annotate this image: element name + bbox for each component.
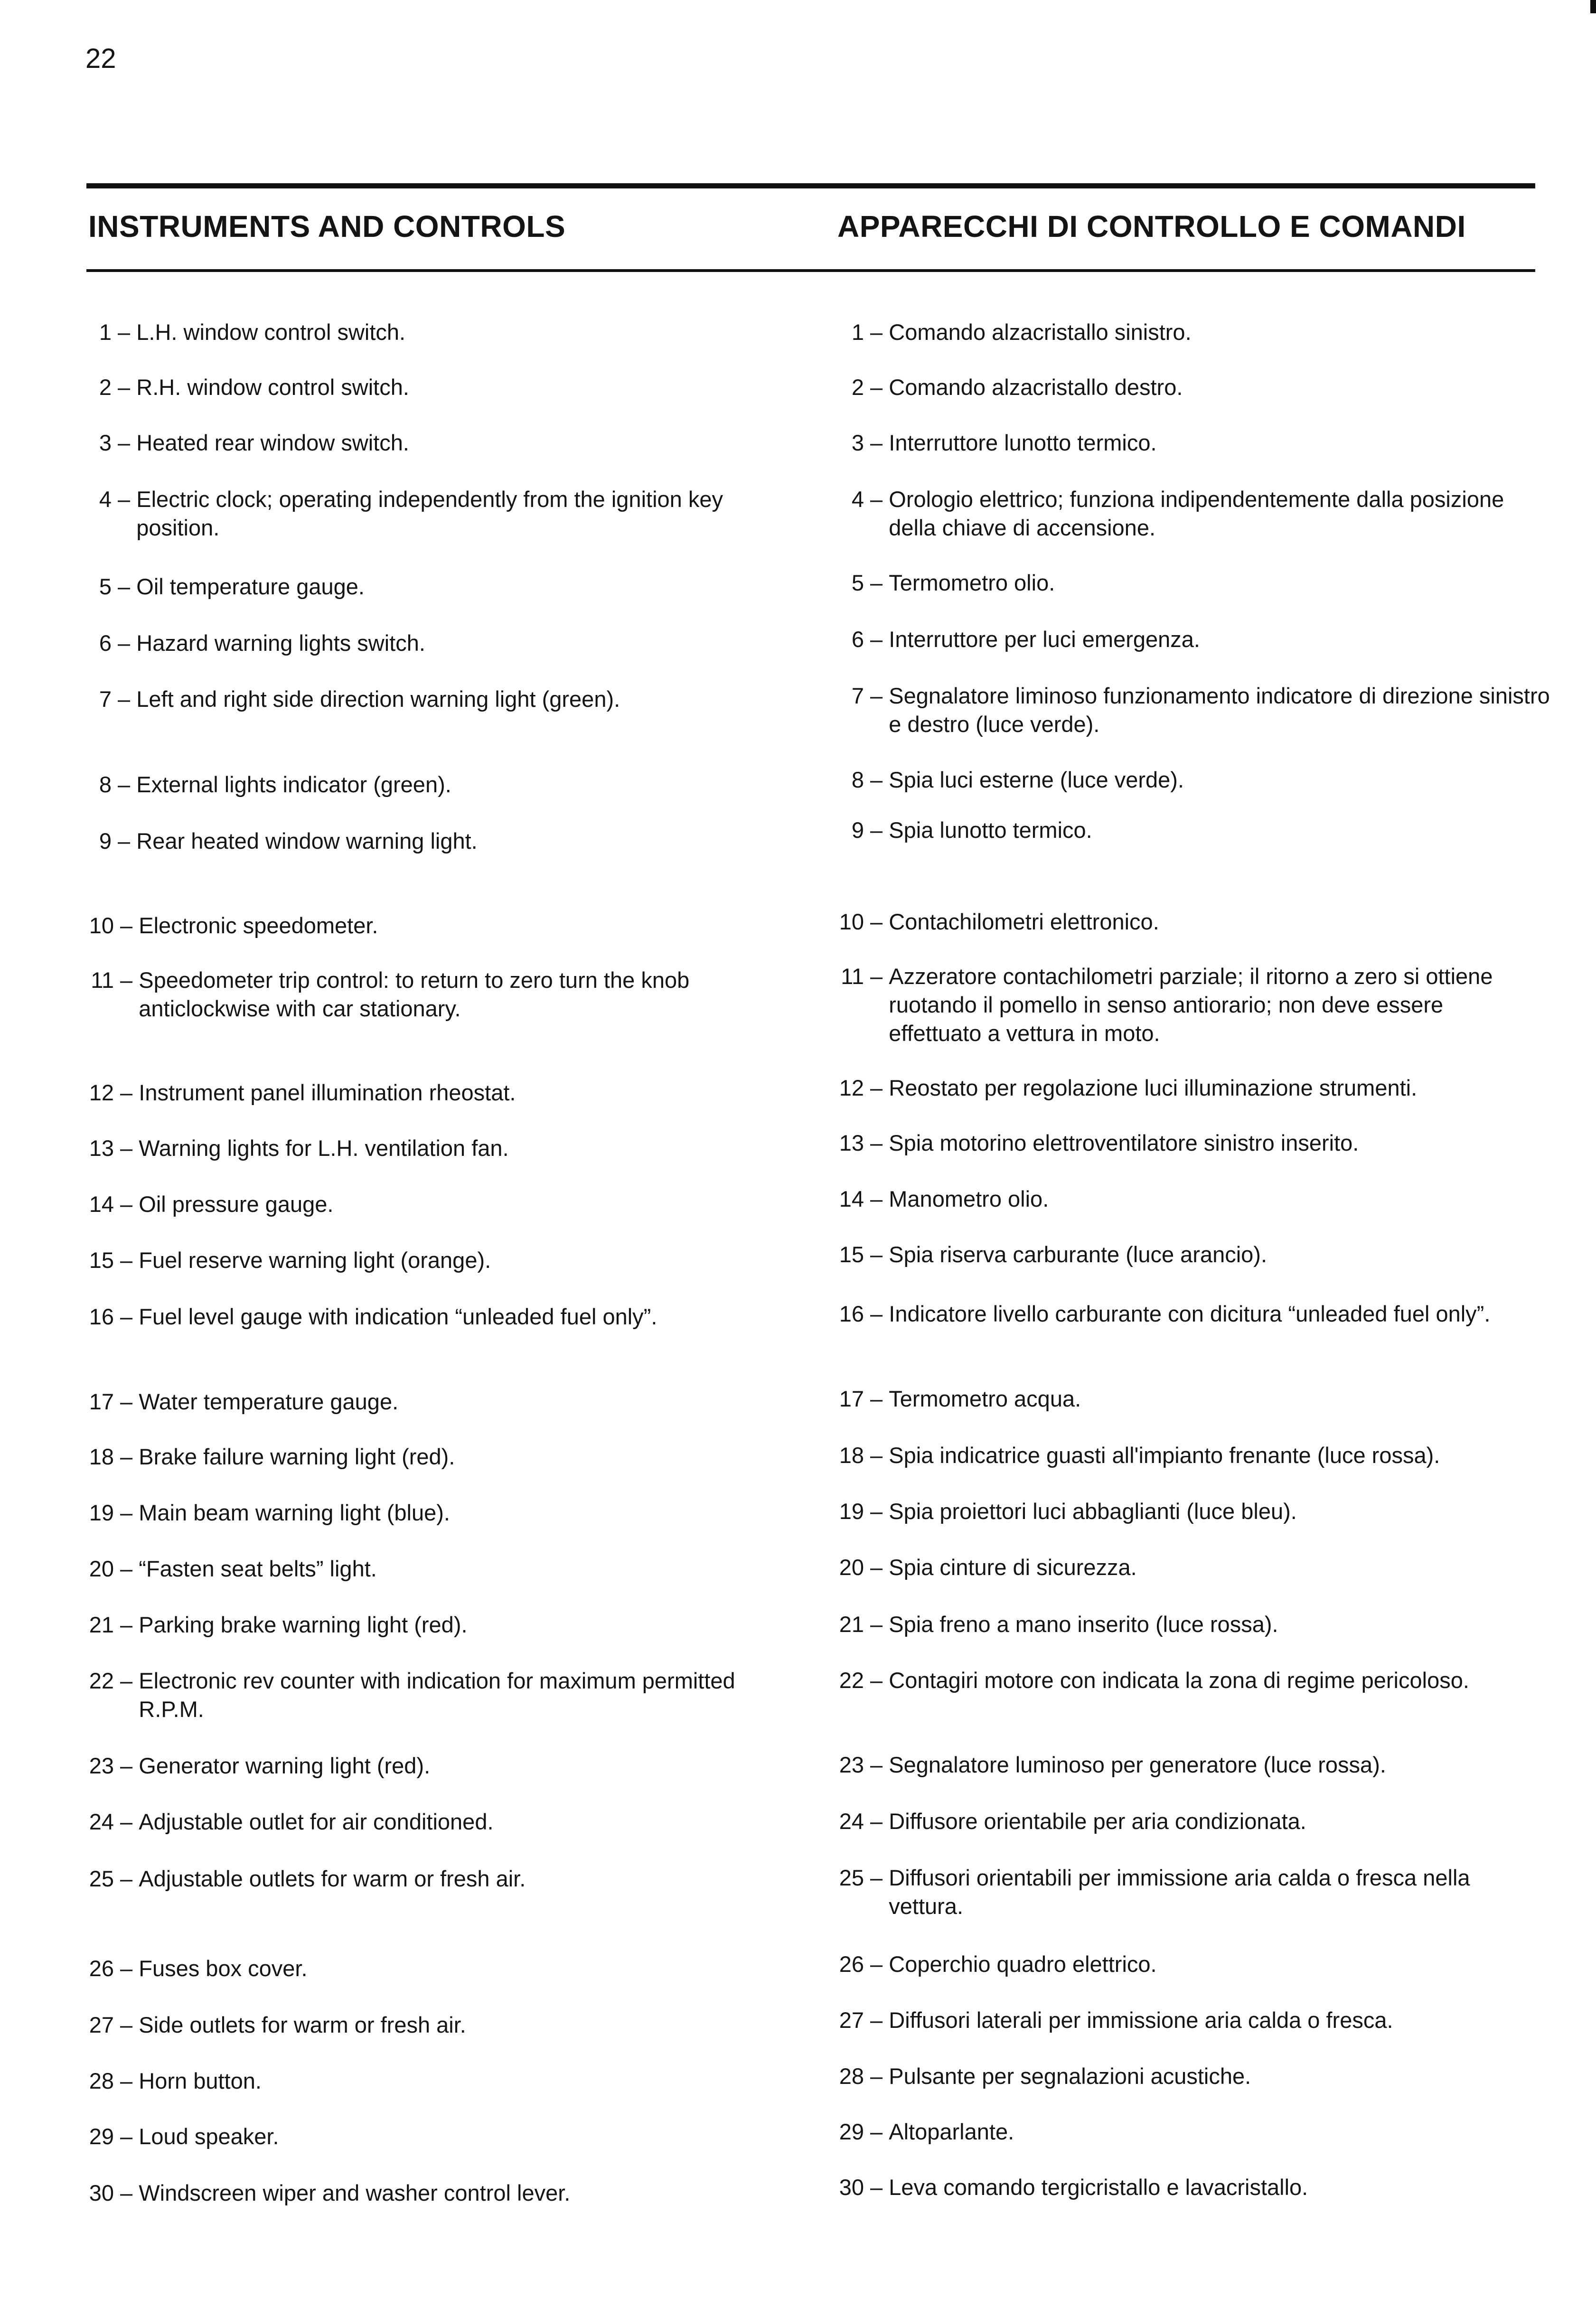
item-number: 29 bbox=[89, 2124, 114, 2149]
item-number: 3 bbox=[851, 430, 864, 455]
item-text: Spia luci esterne (luce verde). bbox=[889, 767, 1184, 792]
item-text: Oil pressure gauge. bbox=[139, 1191, 334, 1217]
item-text: Comando alzacristallo sinistro. bbox=[889, 319, 1192, 345]
item-dash: – bbox=[114, 1191, 139, 1217]
item-dash: – bbox=[864, 1809, 889, 1834]
item-number: 7 bbox=[99, 686, 112, 712]
item-dash: – bbox=[112, 630, 137, 656]
item-text: Segnalatore luminoso per generatore (luce rossa). bbox=[889, 1752, 1386, 1777]
item-number: 10 bbox=[839, 909, 864, 934]
item-number: 11 bbox=[841, 964, 864, 989]
item-text: Contachilometri elettronico. bbox=[889, 909, 1159, 934]
item-number: 28 bbox=[839, 2063, 864, 2089]
item-dash: – bbox=[114, 1080, 139, 1105]
italian-list-item bbox=[836, 1129, 1538, 1157]
italian-list-item bbox=[850, 373, 1552, 402]
item-number: 8 bbox=[99, 772, 112, 797]
item-number: 27 bbox=[839, 2007, 864, 2033]
item-number: 15 bbox=[839, 1242, 864, 1267]
item-dash: – bbox=[114, 1135, 139, 1161]
item-dash: – bbox=[864, 1499, 889, 1524]
item-text: Orologio elettrico; funziona indipendentemente dalla posizione della chiave di accensione. bbox=[889, 487, 1504, 540]
item-dash: – bbox=[864, 1075, 889, 1100]
item-text: Side outlets for warm or fresh air. bbox=[139, 2012, 466, 2037]
item-number: 4 bbox=[99, 487, 112, 512]
item-dash: – bbox=[864, 570, 889, 595]
item-text: Spia motorino elettroventilatore sinistro inserito. bbox=[889, 1130, 1359, 1155]
item-text: Left and right side direction warning light (green). bbox=[136, 686, 620, 712]
item-text: Manometro olio. bbox=[889, 1186, 1049, 1211]
item-dash: – bbox=[864, 430, 889, 455]
italian-list-item bbox=[850, 625, 1552, 654]
item-text: External lights indicator (green). bbox=[136, 772, 451, 797]
italian-list-item bbox=[836, 962, 1538, 1048]
item-dash: – bbox=[864, 1752, 889, 1777]
item-text: Brake failure warning light (red). bbox=[139, 1444, 455, 1469]
item-number: 26 bbox=[839, 1951, 864, 1977]
item-number: 16 bbox=[89, 1304, 114, 1329]
item-dash: – bbox=[112, 828, 137, 853]
item-dash: – bbox=[864, 1186, 889, 1211]
item-dash: – bbox=[112, 574, 137, 599]
item-number: 28 bbox=[89, 2068, 114, 2093]
item-text: Windscreen wiper and washer control lever. bbox=[139, 2180, 571, 2205]
item-text: Termometro acqua. bbox=[889, 1386, 1081, 1411]
item-number: 18 bbox=[839, 1443, 864, 1468]
item-number: 18 bbox=[89, 1444, 114, 1469]
item-dash: – bbox=[114, 1668, 139, 1693]
item-dash: – bbox=[112, 375, 137, 400]
item-text: Instrument panel illumination rheostat. bbox=[139, 1080, 516, 1105]
item-text: Contagiri motore con indicata la zona di regime pericoloso. bbox=[889, 1668, 1469, 1693]
item-number: 24 bbox=[89, 1809, 114, 1834]
italian-list-item bbox=[836, 1497, 1538, 1526]
item-dash: – bbox=[864, 487, 889, 512]
item-number: 5 bbox=[851, 570, 864, 595]
item-number: 16 bbox=[839, 1301, 864, 1326]
item-number: 19 bbox=[89, 1500, 114, 1525]
item-dash: – bbox=[114, 2012, 139, 2037]
item-text: Reostato per regolazione luci illuminazione strumenti. bbox=[889, 1075, 1418, 1100]
item-text: Diffusore orientabile per aria condizionata. bbox=[889, 1809, 1306, 1834]
item-text: Electric clock; operating independently from the ignition key position. bbox=[136, 487, 723, 540]
item-text: Spia indicatrice guasti all'impianto frenante (luce rossa). bbox=[889, 1443, 1440, 1468]
item-number: 17 bbox=[89, 1389, 114, 1414]
italian-list-item bbox=[836, 2006, 1538, 2035]
item-dash: – bbox=[864, 1865, 889, 1890]
item-number: 3 bbox=[99, 430, 112, 455]
item-number: 29 bbox=[839, 2119, 864, 2144]
item-text: Segnalatore liminoso funzionamento indicatore di direzione sinistro e destro (luce verde). bbox=[889, 683, 1550, 737]
italian-list-item bbox=[836, 1751, 1538, 1779]
item-text: Rear heated window warning light. bbox=[136, 828, 478, 853]
item-dash: – bbox=[864, 683, 889, 708]
item-text: Main beam warning light (blue). bbox=[139, 1500, 450, 1525]
item-text: Azzeratore contachilometri parziale; il ritorno a zero si ottiene ruotando il pomello in senso antiorario; non deve essere effettuato a vettura in moto. bbox=[889, 964, 1493, 1046]
item-text: Heated rear window switch. bbox=[136, 430, 409, 455]
item-number: 13 bbox=[839, 1130, 864, 1155]
item-number: 12 bbox=[839, 1075, 864, 1100]
item-number: 24 bbox=[839, 1809, 864, 1834]
item-text: Comando alzacristallo destro. bbox=[889, 375, 1183, 400]
italian-list-item bbox=[836, 1074, 1538, 1102]
item-dash: – bbox=[864, 2063, 889, 2089]
item-dash: – bbox=[864, 1555, 889, 1580]
item-text: Fuel level gauge with indication “unleaded fuel only”. bbox=[139, 1304, 657, 1329]
item-dash: – bbox=[114, 1304, 139, 1329]
italian-list-item bbox=[850, 816, 1552, 844]
item-number: 15 bbox=[89, 1247, 114, 1273]
italian-list-item bbox=[836, 908, 1538, 936]
italian-list-item bbox=[850, 766, 1552, 794]
item-dash: – bbox=[112, 487, 137, 512]
item-text: Leva comando tergicristallo e lavacristallo. bbox=[889, 2175, 1308, 2200]
item-dash: – bbox=[864, 319, 889, 345]
item-dash: – bbox=[114, 2180, 139, 2205]
item-dash: – bbox=[864, 909, 889, 934]
item-number: 17 bbox=[839, 1386, 864, 1411]
italian-list-item bbox=[850, 429, 1552, 457]
item-text: Spia proiettori luci abbaglianti (luce bleu). bbox=[889, 1499, 1297, 1524]
item-text: “Fasten seat belts” light. bbox=[139, 1556, 377, 1581]
item-number: 7 bbox=[851, 683, 864, 708]
italian-list-item bbox=[836, 1240, 1538, 1269]
item-number: 26 bbox=[89, 1956, 114, 1981]
item-text: Loud speaker. bbox=[139, 2124, 279, 2149]
item-dash: – bbox=[112, 319, 137, 345]
item-text: Water temperature gauge. bbox=[139, 1389, 399, 1414]
italian-list-item bbox=[836, 1553, 1538, 1582]
italian-list-item bbox=[850, 569, 1552, 597]
item-text: R.H. window control switch. bbox=[136, 375, 409, 400]
item-text: Interruttore lunotto termico. bbox=[889, 430, 1157, 455]
italian-list-item bbox=[850, 485, 1552, 542]
item-dash: – bbox=[114, 1444, 139, 1469]
item-dash: – bbox=[114, 1389, 139, 1414]
italian-list-item bbox=[836, 2118, 1538, 2146]
item-number: 25 bbox=[89, 1866, 114, 1891]
item-number: 30 bbox=[839, 2175, 864, 2200]
item-text: Spia lunotto termico. bbox=[889, 817, 1092, 843]
item-dash: – bbox=[864, 767, 889, 792]
italian-list-item bbox=[836, 1385, 1538, 1413]
italian-list-item bbox=[836, 1185, 1538, 1213]
item-number: 12 bbox=[89, 1080, 114, 1105]
italian-list-item bbox=[836, 1807, 1538, 1836]
item-dash: – bbox=[114, 1809, 139, 1834]
item-number: 13 bbox=[89, 1135, 114, 1161]
item-dash: – bbox=[864, 1130, 889, 1155]
item-dash: – bbox=[864, 964, 889, 989]
item-dash: – bbox=[114, 1956, 139, 1981]
item-dash: – bbox=[114, 913, 139, 938]
item-text: Horn button. bbox=[139, 2068, 262, 2093]
item-number: 22 bbox=[839, 1668, 864, 1693]
item-number: 6 bbox=[851, 627, 864, 652]
item-text: Interruttore per luci emergenza. bbox=[889, 627, 1200, 652]
item-text: Fuel reserve warning light (orange). bbox=[139, 1247, 491, 1273]
item-dash: – bbox=[114, 1247, 139, 1273]
item-number: 21 bbox=[89, 1612, 114, 1637]
item-number: 20 bbox=[839, 1555, 864, 1580]
item-number: 1 bbox=[851, 319, 864, 345]
item-text: Coperchio quadro elettrico. bbox=[889, 1951, 1157, 1977]
item-text: Termometro olio. bbox=[889, 570, 1055, 595]
item-dash: – bbox=[114, 1866, 139, 1891]
italian-list-item bbox=[836, 1441, 1538, 1470]
item-dash: – bbox=[114, 2068, 139, 2093]
heading-english: INSTRUMENTS AND CONTROLS bbox=[88, 209, 566, 244]
item-number: 11 bbox=[91, 967, 114, 993]
item-dash: – bbox=[864, 2175, 889, 2200]
item-dash: – bbox=[864, 1301, 889, 1326]
item-number: 14 bbox=[89, 1191, 114, 1217]
item-number: 9 bbox=[99, 828, 112, 853]
item-number: 2 bbox=[851, 375, 864, 400]
italian-list-item bbox=[836, 2173, 1538, 2202]
item-number: 14 bbox=[839, 1186, 864, 1211]
item-text: Diffusori orientabili per immissione aria calda o fresca nella vettura. bbox=[889, 1865, 1470, 1919]
italian-list-item bbox=[836, 1666, 1538, 1695]
item-number: 23 bbox=[89, 1753, 114, 1778]
item-text: L.H. window control switch. bbox=[136, 319, 406, 345]
item-number: 23 bbox=[839, 1752, 864, 1777]
item-dash: – bbox=[864, 1951, 889, 1977]
item-dash: – bbox=[112, 772, 137, 797]
item-number: 4 bbox=[851, 487, 864, 512]
italian-list-item bbox=[836, 1950, 1538, 1979]
item-number: 27 bbox=[89, 2012, 114, 2037]
italian-list-item bbox=[850, 682, 1552, 739]
item-text: Warning lights for L.H. ventilation fan. bbox=[139, 1135, 509, 1161]
item-dash: – bbox=[112, 430, 137, 455]
item-text: Parking brake warning light (red). bbox=[139, 1612, 468, 1637]
item-dash: – bbox=[864, 375, 889, 400]
item-dash: – bbox=[864, 1386, 889, 1411]
item-number: 30 bbox=[89, 2180, 114, 2205]
italian-list-item bbox=[836, 1300, 1538, 1328]
item-number: 25 bbox=[839, 1865, 864, 1890]
item-text: Fuses box cover. bbox=[139, 1956, 308, 1981]
item-text: Speedometer trip control: to return to zero turn the knob anticlockwise with car stationary. bbox=[139, 967, 690, 1021]
item-text: Altoparlante. bbox=[889, 2119, 1014, 2144]
item-number: 9 bbox=[851, 817, 864, 843]
item-dash: – bbox=[114, 967, 139, 993]
item-dash: – bbox=[864, 1612, 889, 1637]
item-text: Electronic speedometer. bbox=[139, 913, 378, 938]
italian-list-item bbox=[850, 318, 1552, 347]
item-number: 22 bbox=[89, 1668, 114, 1693]
item-number: 19 bbox=[839, 1499, 864, 1524]
item-dash: – bbox=[114, 1753, 139, 1778]
item-text: Indicatore livello carburante con dicitura “unleaded fuel only”. bbox=[889, 1301, 1491, 1326]
item-text: Adjustable outlet for air conditioned. bbox=[139, 1809, 494, 1834]
heading-italian: APPARECCHI DI CONTROLLO E COMANDI bbox=[837, 209, 1466, 244]
item-dash: – bbox=[864, 2007, 889, 2033]
item-dash: – bbox=[114, 2124, 139, 2149]
italian-list-item bbox=[836, 2062, 1538, 2091]
item-dash: – bbox=[864, 2119, 889, 2144]
item-dash: – bbox=[864, 1242, 889, 1267]
item-number: 2 bbox=[99, 375, 112, 400]
item-number: 21 bbox=[839, 1612, 864, 1637]
item-text: Oil temperature gauge. bbox=[136, 574, 365, 599]
item-text: Electronic rev counter with indication for maximum permitted R.P.M. bbox=[139, 1668, 735, 1722]
item-text: Spia riserva carburante (luce arancio). bbox=[889, 1242, 1267, 1267]
item-text: Pulsante per segnalazioni acustiche. bbox=[889, 2063, 1251, 2089]
italian-list-item bbox=[836, 1864, 1538, 1921]
item-number: 20 bbox=[89, 1556, 114, 1581]
item-dash: – bbox=[114, 1500, 139, 1525]
page-number: 22 bbox=[85, 43, 116, 74]
item-text: Spia freno a mano inserito (luce rossa). bbox=[889, 1612, 1278, 1637]
item-text: Generator warning light (red). bbox=[139, 1753, 431, 1778]
item-dash: – bbox=[112, 686, 137, 712]
item-text: Spia cinture di sicurezza. bbox=[889, 1555, 1137, 1580]
italian-list-item bbox=[836, 1610, 1538, 1639]
item-number: 6 bbox=[99, 630, 112, 656]
item-number: 5 bbox=[99, 574, 112, 599]
item-dash: – bbox=[864, 817, 889, 843]
item-dash: – bbox=[864, 1668, 889, 1693]
item-dash: – bbox=[114, 1556, 139, 1581]
item-number: 8 bbox=[851, 767, 864, 792]
item-text: Adjustable outlets for warm or fresh air. bbox=[139, 1866, 526, 1891]
item-dash: – bbox=[114, 1612, 139, 1637]
item-number: 1 bbox=[99, 319, 112, 345]
item-dash: – bbox=[864, 1443, 889, 1468]
item-dash: – bbox=[864, 627, 889, 652]
item-text: Diffusori laterali per immissione aria calda o fresca. bbox=[889, 2007, 1393, 2033]
item-number: 10 bbox=[89, 913, 114, 938]
item-text: Hazard warning lights switch. bbox=[136, 630, 425, 656]
